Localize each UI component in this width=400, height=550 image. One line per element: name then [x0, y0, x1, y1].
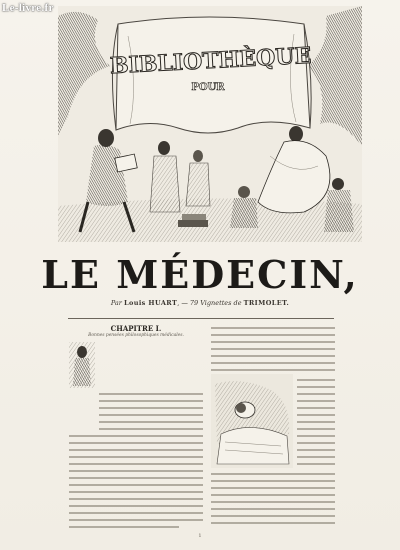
frontispiece-engraving	[58, 6, 362, 242]
banner-word-pour: POUR	[191, 82, 225, 93]
byline-illustrator: TRIMOLET.	[243, 299, 290, 307]
chapter-subtitle: Bonnes pensées philosophiques médicales.	[88, 333, 184, 338]
page-number: 1	[198, 533, 202, 539]
dropcap-vignette	[69, 342, 95, 388]
text-column-right	[211, 324, 335, 534]
byline	[0, 299, 400, 307]
chapter-heading: CHAPITRE I.	[110, 324, 162, 333]
text-lines-left	[69, 390, 203, 534]
bedside-vignette	[211, 374, 293, 468]
book-title: LE MÉDECIN,	[41, 252, 359, 297]
banner-word-bibliotheque: BIBLIOTHÈQUE	[109, 42, 312, 80]
title-rule	[68, 318, 334, 319]
watermark: Le-livre.fr	[2, 2, 54, 14]
text-column-left	[69, 324, 203, 534]
byline-author: Louis HUART	[123, 299, 178, 307]
text-lines-right	[211, 324, 335, 534]
byline-middle: , — 79 Vignettes de	[177, 299, 242, 307]
byline-prefix: Par	[110, 299, 122, 307]
